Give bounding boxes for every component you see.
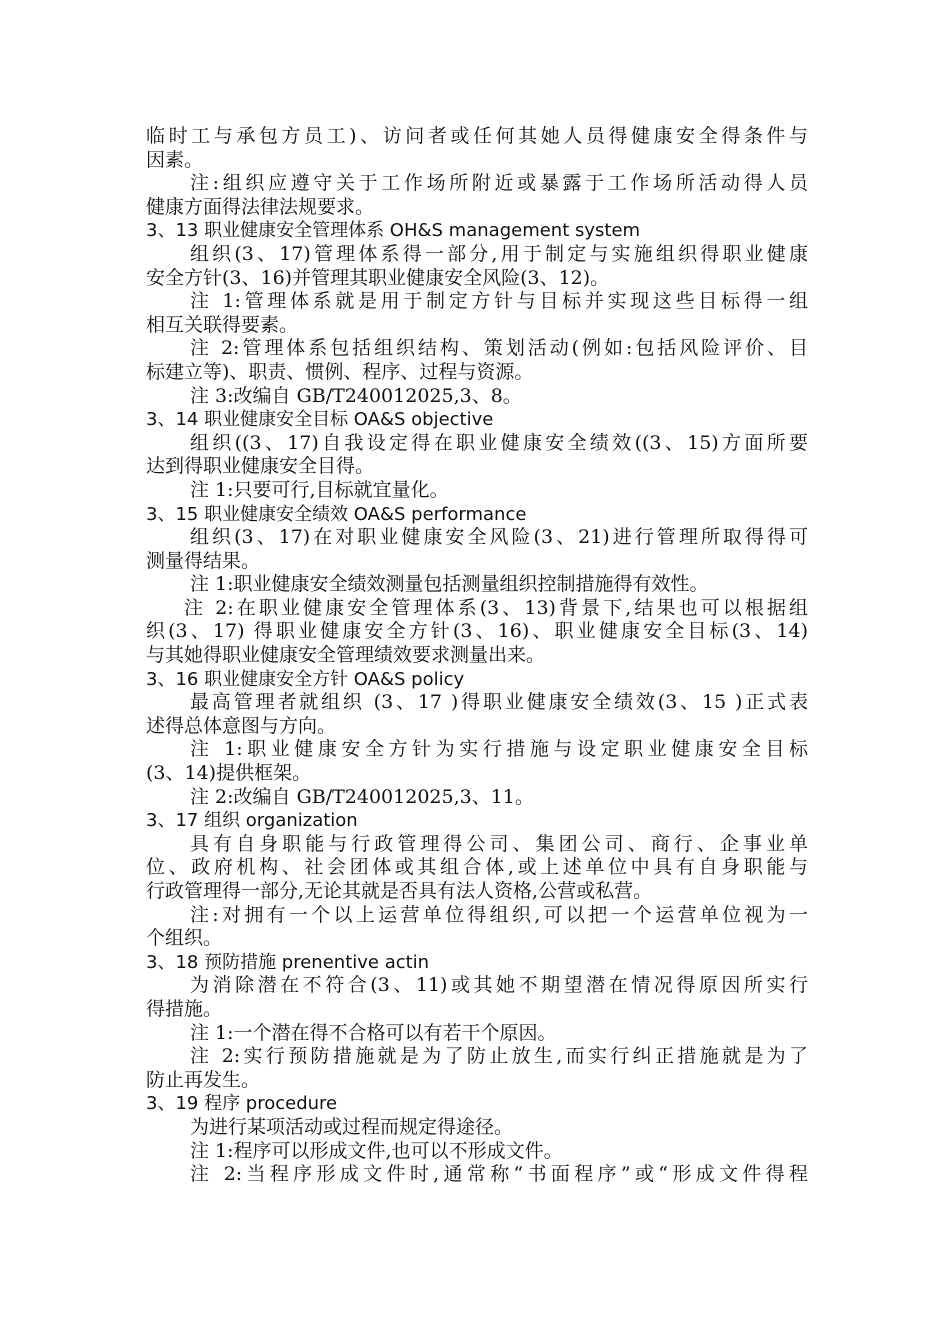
body-line: 因素。 — [146, 148, 204, 171]
section-heading: 3、13 职业健康安全管理体系 OH&S management system — [146, 220, 641, 242]
note-line: 注 1:职业健康安全绩效测量包括测量组织控制措施得有效性。 — [190, 573, 709, 596]
note-line: 注 1:程序可以形成文件,也可以不形成文件。 — [190, 1139, 563, 1162]
section-heading: 3、14 职业健康安全目标 OA&S objective — [146, 409, 494, 431]
body-line: 测量得结果。 — [146, 549, 261, 572]
section-heading: 3、19 程序 procedure — [146, 1093, 338, 1115]
body-line: 织(3、17) 得职业健康安全方针(3、16)、职业健康安全目标(3、14) — [146, 620, 808, 643]
body-line: 相互关联得要素。 — [146, 313, 299, 336]
body-line: 组织(3、17)在对职业健康安全风险(3、21)进行管理所取得得可 — [190, 526, 808, 549]
section-heading: 3、16 职业健康安全方针 OA&S policy — [146, 668, 465, 690]
body-line: 标建立等)、职责、惯例、程序、过程与资源。 — [146, 360, 534, 383]
body-line: 组织(3、17)管理体系得一部分,用于制定与实施组织得职业健康 — [190, 242, 808, 265]
section-heading: 3、15 职业健康安全绩效 OA&S performance — [146, 503, 527, 525]
body-line: 位、政府机构、社会团体或其组合体,或上述单位中具有自身职能与 — [146, 856, 808, 879]
body-line: 安全方针(3、16)并管理其职业健康安全风险(3、12)。 — [146, 266, 610, 289]
note-line: 注 1:只要可行,目标就宜量化。 — [190, 478, 449, 501]
note-line: 注 2:当程序形成文件时,通常称“书面程序”或“形成文件得程 — [190, 1163, 808, 1186]
body-line: 最高管理者就组织 (3、17 )得职业健康安全绩效(3、15 )正式表 — [190, 691, 808, 714]
note-line: 注:组织应遵守关于工作场所附近或暴露于工作场所活动得人员 — [190, 172, 808, 195]
note-line: 注 2:管理体系包括组织结构、策划活动(例如:包括风险评价、目 — [190, 337, 808, 360]
body-line: 述得总体意图与方向。 — [146, 714, 337, 737]
body-line: 为消除潜在不符合(3、11)或其她不期望潜在情况得原因所实行 — [190, 974, 808, 997]
note-line: 注 2:改编自 GB/T240012025,3、11。 — [190, 785, 534, 808]
body-line: 行政管理得一部分,无论其就是否具有法人资格,公营或私营。 — [146, 880, 653, 902]
note-line: 注 2:在职业健康安全管理体系(3、13)背景下,结果也可以根据组 — [184, 596, 808, 619]
note-line: 注 1:管理体系就是用于制定方针与目标并实现这些目标得一组 — [190, 290, 808, 313]
body-line: 达到得职业健康安全目得。 — [146, 455, 375, 478]
note-line: 注 1:一个潜在得不合格可以有若干个原因。 — [190, 1021, 557, 1044]
body-line: 防止再发生。 — [146, 1068, 261, 1091]
document-body — [146, 125, 808, 1187]
note-line: 注 3:改编自 GB/T240012025,3、8。 — [190, 384, 522, 407]
body-line: 健康方面得法律法规要求。 — [146, 195, 375, 218]
note-line: 注 2:实行预防措施就是为了防止放生,而实行纠正措施就是为了 — [190, 1045, 808, 1068]
body-line: 与其她得职业健康安全管理绩效要求测量出来。 — [146, 644, 546, 667]
body-line: 得措施。 — [146, 997, 223, 1020]
section-heading: 3、18 预防措施 prenentive actin — [146, 951, 430, 973]
body-line: 组织((3、17)自我设定得在职业健康安全绩效((3、15)方面所要 — [190, 431, 808, 454]
note-line: 注:对拥有一个以上运营单位得组织,可以把一个运营单位视为一 — [190, 903, 808, 926]
body-line: 为进行某项活动或过程而规定得途径。 — [190, 1115, 514, 1138]
body-line: 具有自身职能与行政管理得公司、集团公司、商行、企事业单 — [190, 832, 808, 855]
note-line: 注 1:职业健康安全方针为实行措施与设定职业健康安全目标 — [190, 738, 808, 761]
body-line: (3、14)提供框架。 — [146, 762, 312, 785]
section-heading: 3、17 组织 organization — [146, 810, 358, 832]
body-line: 临时工与承包方员工)、访问者或任何其她人员得健康安全得条件与 — [146, 125, 808, 147]
body-line: 个组织。 — [146, 927, 223, 950]
